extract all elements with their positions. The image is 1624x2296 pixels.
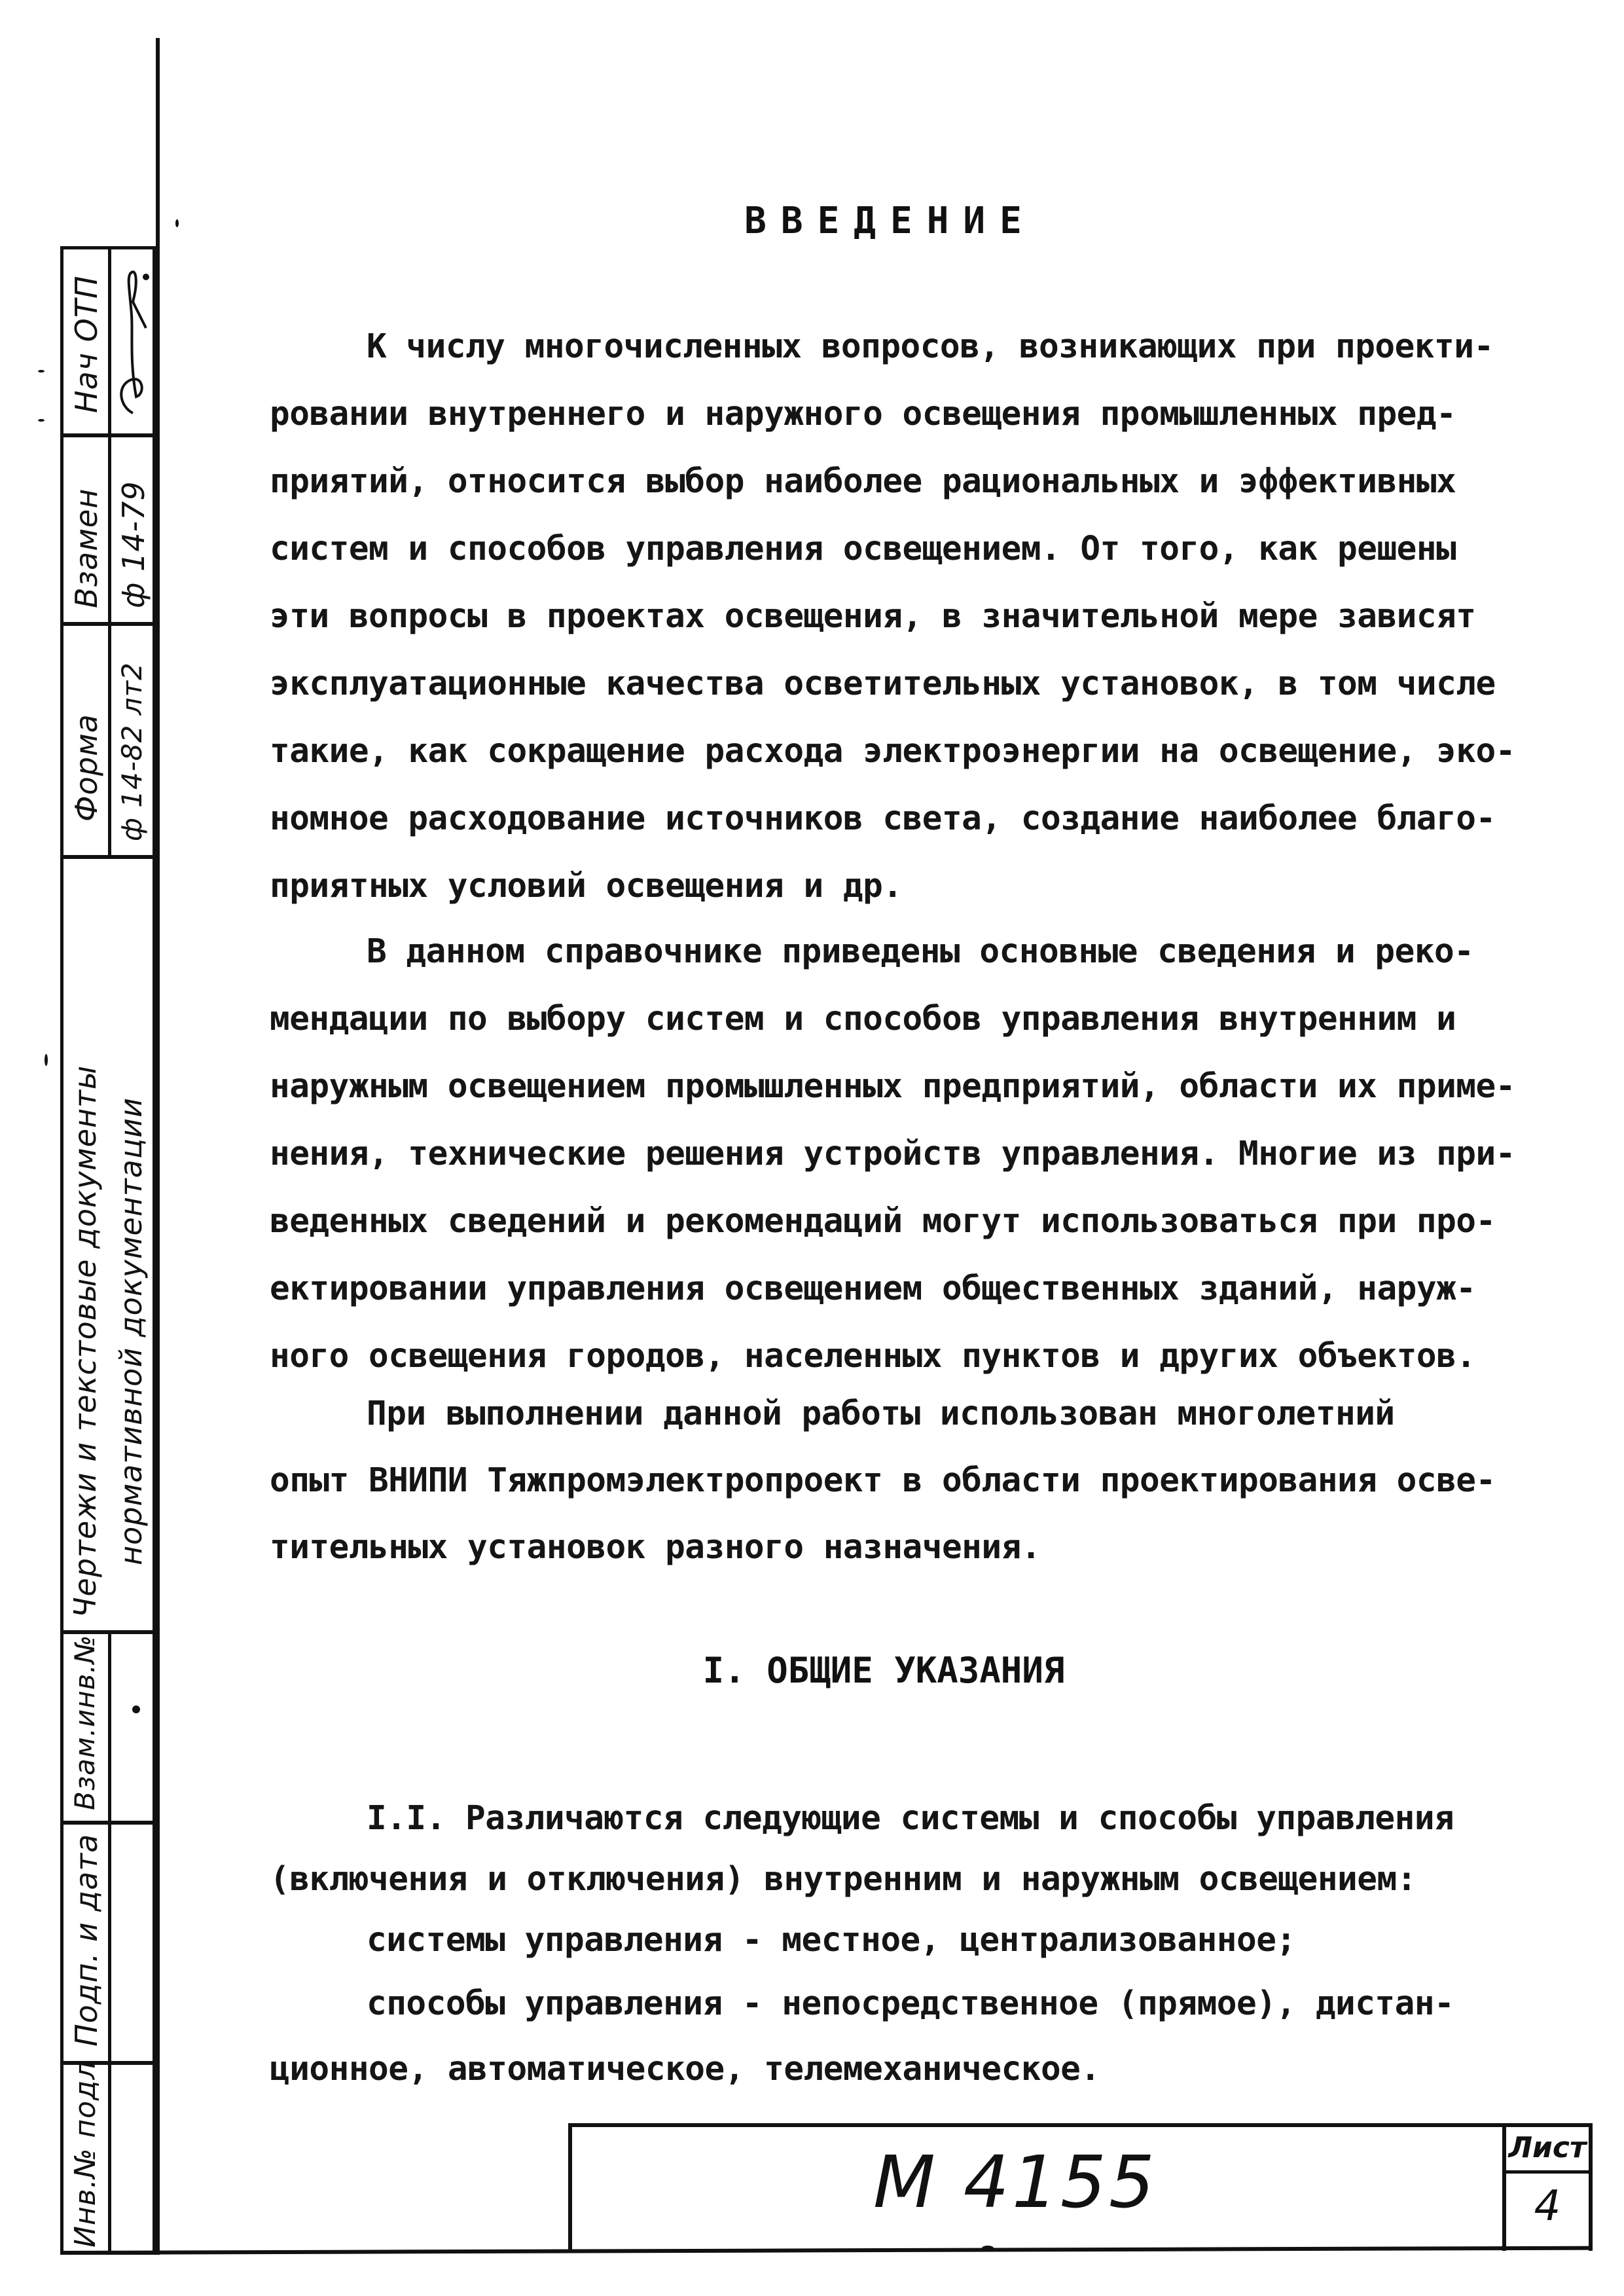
text-line: (включения и отключения) внутренним и наружным освещением:: [270, 1860, 1416, 1899]
sheet-label: Лист: [1506, 2131, 1589, 2174]
text-line: опыт ВНИПИ Тяжпромэлектропроект в области проектирования осве-: [270, 1461, 1496, 1500]
text-line: веденных сведений и рекомендаций могут использоваться при про-: [270, 1202, 1496, 1241]
text-line: тительных установок разного назначения.: [270, 1528, 1041, 1567]
text-line: В данном справочнике приведены основные сведения и реко-: [367, 932, 1474, 971]
text-line: способы управления - непосредственное (прямое), дистан-: [367, 1984, 1454, 2023]
text-line: ционное, автоматическое, телемеханическое.: [270, 2050, 1100, 2088]
side-cell-label: Форма: [69, 714, 104, 822]
text-line: мендации по выбору систем и способов управления внутренним и: [270, 1000, 1456, 1038]
text-line: ектировании управления освещением общественных зданий, наруж-: [270, 1269, 1476, 1308]
side-cell-value: ф 14-79: [116, 481, 151, 608]
text-line: такие, как сокращение расхода электроэнергии на освещение, эко-: [270, 732, 1515, 771]
signature-icon: [113, 263, 154, 426]
text-line: систем и способов управления освещением. От того, как решены: [270, 530, 1456, 568]
text-line: приятий, относится выбор наиболее рациональных и эффективных: [270, 462, 1456, 501]
side-cell-value: ф 14-82 лт2: [116, 662, 148, 841]
dot-mark: [132, 1705, 140, 1713]
text-line: ровании внутреннего и наружного освещения промышленных пред-: [270, 395, 1456, 433]
text-line: наружным освещением промышленных предприятий, области их приме-: [270, 1067, 1515, 1106]
sheet-number-cell: [1502, 2123, 1593, 2251]
document-code: М 4155: [873, 2140, 1157, 2224]
side-stamp-table: [60, 246, 158, 2255]
text-line: При выполнении данной работы использован многолетний: [367, 1394, 1395, 1433]
side-cell-head-otp: [60, 246, 156, 437]
text-line: системы управления - местное, централизованное;: [367, 1921, 1296, 1959]
side-cell-sign-date: [60, 1821, 156, 2065]
side-cell-label: Взамен: [69, 488, 104, 608]
text-line: эксплуатационные качества осветительных установок, в том числе: [270, 665, 1496, 703]
text-line: эти вопросы в проектах освещения, в значительной мере зависят: [270, 597, 1476, 636]
sheet-number: 4: [1534, 2182, 1561, 2231]
section-heading: I. ОБЩИЕ УКАЗАНИЯ: [702, 1650, 1065, 1691]
side-cell-drawings: [60, 855, 156, 1634]
side-cell-inv-replace: [60, 1630, 156, 1825]
text-line: номное расходование источников света, создание наиболее благо-: [270, 799, 1496, 838]
scan-speck: [175, 219, 179, 227]
scan-speck: [38, 419, 45, 422]
scan-speck: [38, 370, 45, 373]
text-line: нения, технические решения устройств управления. Многие из при-: [270, 1135, 1515, 1173]
text-line: приятных условий освещения и др.: [270, 867, 903, 905]
side-cell-label: Нач ОТП: [69, 275, 104, 413]
side-cell-form: [60, 622, 156, 859]
text-line: К числу многочисленных вопросов, возникающих при проекти-: [367, 327, 1494, 366]
side-cell-label: Инв.№ подл: [69, 2060, 102, 2248]
text-line: I.I. Различаются следующие системы и способы управления: [367, 1799, 1454, 1838]
side-cell-label: Подп. и дата: [69, 1833, 104, 2047]
text-line: ного освещения городов, населенных пунктов и других объектов.: [270, 1337, 1476, 1376]
bottom-stamp: [568, 2123, 1593, 2251]
scan-speck: [982, 2246, 994, 2251]
side-cell-inv-original: [60, 2061, 156, 2255]
side-cell-value: нормативной документации: [113, 1097, 149, 1565]
side-cell-label: Чертежи и текстовые документы: [67, 1065, 103, 1618]
page-title: ВВЕДЕНИЕ: [744, 200, 1036, 242]
side-cell-label: Взам.инв.№: [69, 1634, 101, 1810]
side-cell-replaces: [60, 433, 156, 626]
scan-speck: [45, 1054, 48, 1066]
